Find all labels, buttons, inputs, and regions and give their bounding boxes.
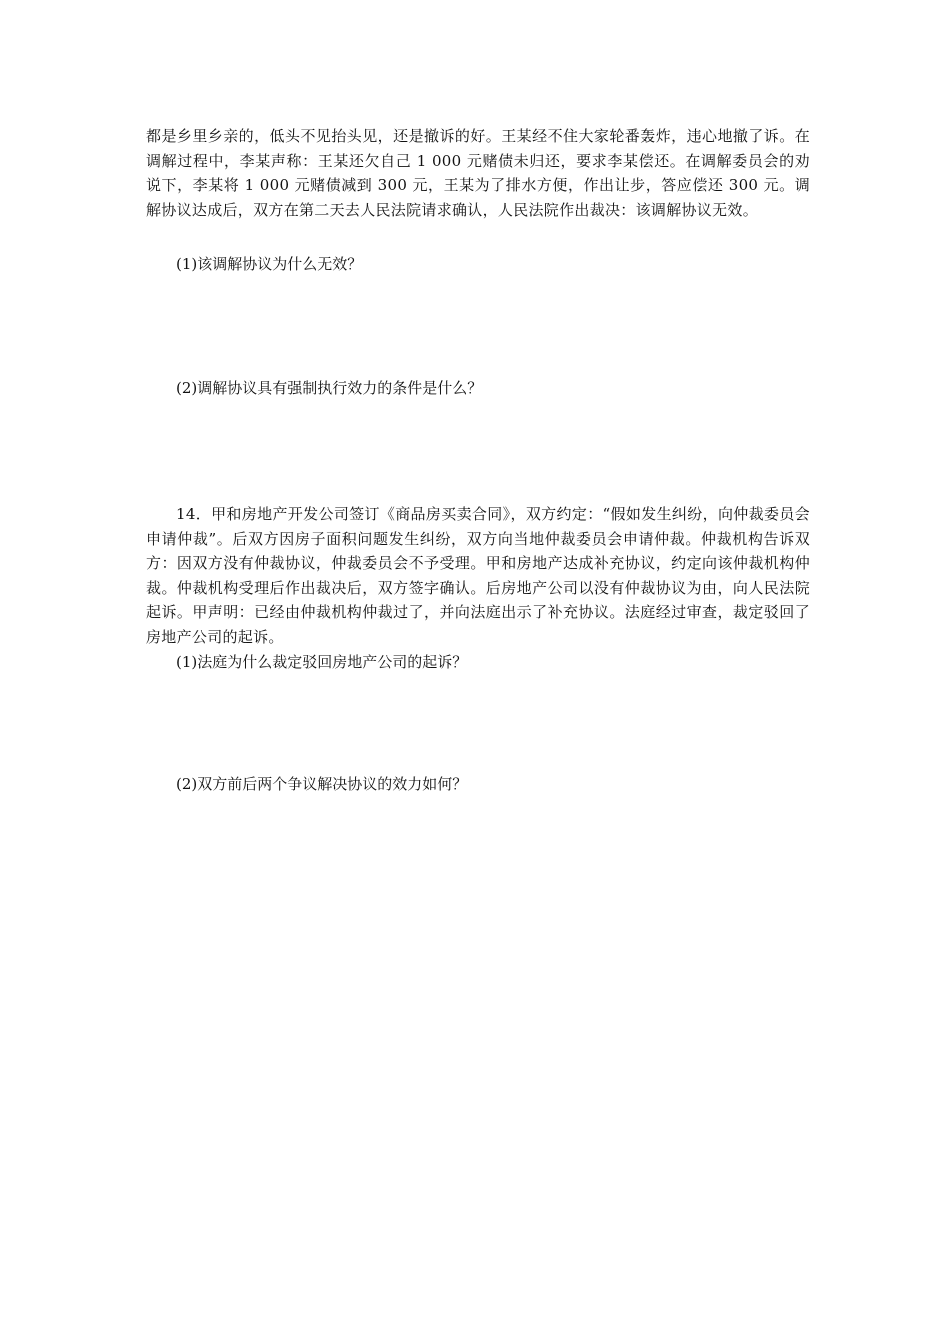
case-13-text-block bbox=[146, 124, 810, 222]
case-14-question-2: (2)双方前后两个争议解决协议的效力如何？ bbox=[176, 775, 468, 793]
case-14-paragraph: 14．甲和房地产开发公司签订《商品房买卖合同》，双方约定：“假如发生纠纷，向仲裁委员会申请仲裁”。后双方因房子面积问题发生纠纷，双方向当地仲裁委员会申请仲裁。仲裁机构告诉双方：因双方没有仲裁协议，仲裁委员会不予受理。甲和房地产达成补充协议，约定向该仲裁机构仲裁。仲裁机构受理后作出裁决后，双方签字确认。后房地产公司以没有仲裁协议为由，向人民法院起诉。甲声明：已经由仲裁机构仲裁过了，并向法庭出示了补充协议。法庭经过审查，裁定驳回了房地产公司的起诉。 bbox=[146, 505, 810, 646]
case-14-question-1: (1)法庭为什么裁定驳回房地产公司的起诉？ bbox=[176, 653, 468, 671]
case-13-question-1: (1)该调解协议为什么无效？ bbox=[176, 255, 363, 273]
case-13-continuation-paragraph: 都是乡里乡亲的，低头不见抬头见，还是撤诉的好。王某经不住大家轮番轰炸，违心地撤了诉。在调解过程中，李某声称：王某还欠自己 1 000 元赌债未归还，要求李某偿还。在调解委员会的劝说下，李某将 1 000 元赌债减到 300 元，王某为了排水方便，作出让步，答应偿还 300 元。调解协议达成后，双方在第二天去人民法院请求确认，人民法院作出裁决：该调解协议无效。 bbox=[146, 127, 810, 219]
case-14-text-block bbox=[146, 502, 810, 649]
case-13-question-2: (2)调解协议具有强制执行效力的条件是什么？ bbox=[176, 379, 483, 397]
